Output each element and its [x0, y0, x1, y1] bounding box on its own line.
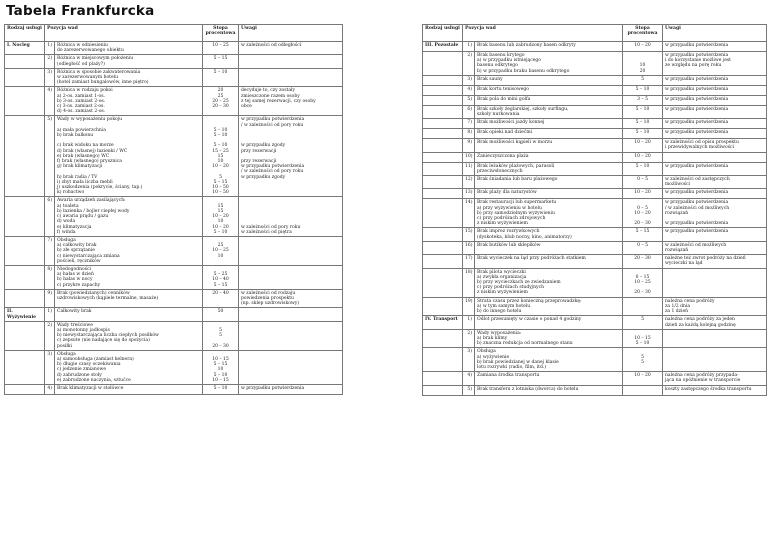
row-notes: w przypadku potwierdzenia	[663, 129, 767, 139]
table-row	[423, 75, 767, 85]
row-category	[423, 75, 463, 85]
row-number: 5)	[463, 95, 475, 105]
row-category	[423, 152, 463, 162]
row-category	[423, 95, 463, 105]
row-item: Różnica w rodzaju pokoi a) 2-os. zamiast 1-os. b) 3-os. zamiast 2-os. c) 3-os. zamiast 2-os. d) 4-os. zamiast 2-os.	[55, 87, 203, 116]
row-item: Brak restauracji lub supermarketu a) przy wyżywieniu w hotelu b) przy samodzielnym wyżywieniu c) przy podróżach zdrojowych z niskim wyżywieniem	[475, 199, 623, 228]
row-number: 4)	[45, 384, 55, 394]
row-number: 1)	[463, 316, 475, 329]
row-number: 8)	[463, 129, 475, 139]
table-row	[423, 52, 767, 76]
row-notes	[663, 152, 767, 162]
row-category	[423, 85, 463, 95]
header-row	[5, 25, 343, 42]
row-item: Brak butików lub sklepików	[475, 241, 623, 254]
row-item: Brak śniadania lub baru plażowego	[475, 176, 623, 189]
row-category	[5, 87, 45, 116]
row-rate: 5 – 10 5 – 10 5 – 10 15 – 25 15 10 10 – 20 5 5 – 15 10 – 50 10 – 50	[203, 116, 239, 197]
table-row	[5, 265, 343, 289]
table-row	[423, 268, 767, 297]
row-number: 3)	[45, 350, 55, 384]
row-item: Brak transferu z lotniska (dworca) do hotelu	[475, 385, 623, 395]
row-category	[5, 55, 45, 68]
row-category	[423, 348, 463, 372]
row-number: 12)	[463, 176, 475, 189]
row-rate: 5 – 15	[203, 55, 239, 68]
left-table	[4, 24, 343, 395]
row-category	[423, 52, 463, 76]
row-rate: 10 – 20	[623, 152, 663, 162]
row-rate: 10 – 20	[623, 42, 663, 52]
row-notes	[663, 268, 767, 297]
row-item: Brak możliwości kąpieli w morzu	[475, 139, 623, 152]
row-category	[423, 119, 463, 129]
row-number: 10)	[463, 152, 475, 162]
table-row	[5, 68, 343, 87]
row-notes: w przypadku potwierdzenia / w zależności od możliwych rozwiązań w przypadku potwierdzenia	[663, 199, 767, 228]
table-row	[423, 152, 767, 162]
row-item: Całkowity brak	[55, 308, 203, 321]
row-rate: 5 5 20 – 30	[203, 321, 239, 350]
row-number: 6)	[45, 197, 55, 236]
table-row	[5, 116, 343, 197]
row-notes	[239, 68, 343, 87]
row-item: Zanieczyszczona plaża	[475, 152, 623, 162]
table-row	[423, 199, 767, 228]
row-notes: w zależności od opisu prospektu i przewidywalnych możliwości	[663, 139, 767, 152]
row-number: 14)	[463, 199, 475, 228]
row-number: 3)	[45, 68, 55, 87]
row-category	[423, 176, 463, 189]
row-number: 1)	[463, 42, 475, 52]
row-item: Obsługa a) całkowity brak b) złe sprzątanie c) niewystarczająca zmiana pościeli, ręczników	[55, 236, 203, 265]
row-category	[423, 385, 463, 395]
table-row	[423, 139, 767, 152]
row-item: Różnica w miejscowym położeniu (odległość od plaży?)	[55, 55, 203, 68]
table-row	[423, 316, 767, 329]
row-number: 4)	[463, 372, 475, 385]
table-row	[5, 55, 343, 68]
row-category	[5, 350, 45, 384]
row-notes	[239, 321, 343, 350]
table-row	[423, 129, 767, 139]
row-category	[423, 129, 463, 139]
row-notes: w przypadku potwierdzenia	[663, 85, 767, 95]
table-row	[5, 236, 343, 265]
row-category	[423, 199, 463, 228]
table-row	[423, 85, 767, 95]
row-notes	[239, 55, 343, 68]
header-pozycja: Pozycja wad	[45, 25, 203, 42]
header-pozycja: Pozycja wad	[463, 25, 623, 42]
row-category	[423, 139, 463, 152]
row-number: 15)	[463, 228, 475, 241]
left-table-body	[5, 42, 343, 395]
header-uwagi: Uwagi	[663, 25, 767, 42]
row-item: Obsługa a) samoobsługa (zamiast kelnera) b) długie czasy oczekiwania c) jedzenie zmianowe d) zabrudzone stoły e) zabrudzone naczynia, sztućce	[55, 350, 203, 384]
row-category	[5, 197, 45, 236]
row-notes: w przypadku potwierdzenia	[239, 384, 343, 394]
row-item: Brak pilota wycieczki a) zwykła organizacja b) przy wycieczkach ze zwiedzaniem c) przy podróżach studyjnych z niskim wyżywieniem	[475, 268, 623, 297]
row-category: IV. Transport	[423, 316, 463, 329]
row-category	[423, 228, 463, 241]
table-row	[5, 321, 343, 350]
row-notes: w przypadku potwierdzenia	[663, 95, 767, 105]
header-stopa: Stopa procentowa	[203, 25, 239, 42]
row-category	[5, 321, 45, 350]
row-rate: 10 – 15 5 – 15 10 5 – 10 10 – 15	[203, 350, 239, 384]
row-item: Strata czasu przez konieczną przeprowadzkę: a) w tym samym hotelu b) do innego hotelu	[475, 297, 623, 316]
row-category: III. Pozostałe	[423, 42, 463, 52]
row-category	[5, 116, 45, 197]
row-category	[423, 372, 463, 385]
row-notes: w przypadku potwierdzenia	[663, 162, 767, 175]
row-notes: w przypadku potwierdzenia	[663, 228, 767, 241]
row-category	[5, 236, 45, 265]
row-number: 2)	[463, 329, 475, 348]
row-rate	[623, 385, 663, 395]
row-rate: 20 25 20 – 25 20 – 30	[203, 87, 239, 116]
row-category	[423, 241, 463, 254]
row-rate: 3 – 5	[623, 95, 663, 105]
row-item: Wady wyposażenia: a) brak klimy b) znaczna redukcja od normalnego stanu	[475, 329, 623, 348]
row-number: 17)	[463, 255, 475, 268]
row-category	[5, 68, 45, 87]
row-rate: 10 – 20	[623, 372, 663, 385]
row-rate: 5 – 10	[623, 162, 663, 175]
row-item: Brak basenu lub zabrudzony basen odkryty	[475, 42, 623, 52]
row-item: Różnica w sposobie zakwaterowania w zarezerwowanym hotelu (hotel zamiast bungalowów, inne piętro)	[55, 68, 203, 87]
table-row	[5, 42, 343, 55]
row-number: 5)	[45, 116, 55, 197]
row-number: 3)	[463, 75, 475, 85]
row-item: Brak leżaków plażowych, parasoli przeciwsłonecznych	[475, 162, 623, 175]
row-number: 5)	[463, 385, 475, 395]
row-number: 4)	[463, 85, 475, 95]
row-number: 6)	[463, 105, 475, 118]
row-notes: w zależności od zastępczych możliwości	[663, 176, 767, 189]
row-rate: 20 – 30	[623, 255, 663, 268]
row-number: 16)	[463, 241, 475, 254]
table-row	[423, 95, 767, 105]
table-row	[423, 105, 767, 118]
table-row	[423, 348, 767, 372]
row-rate: 5 – 10	[203, 384, 239, 394]
row-number: 1)	[45, 308, 55, 321]
table-row	[423, 119, 767, 129]
table-row	[5, 308, 343, 321]
table-row	[5, 87, 343, 116]
row-rate: 5 – 10	[623, 129, 663, 139]
row-notes: należna cena podróży za 1/2 dnia za 1 dzień	[663, 297, 767, 316]
header-stopa: Stopa procentowa	[623, 25, 663, 42]
row-notes: w przypadku potwierdzenia	[663, 75, 767, 85]
table-row	[423, 228, 767, 241]
row-notes: w zależności od możliwych rozwiązań	[663, 241, 767, 254]
row-notes: koszty zastępczego środka transportu	[663, 385, 767, 395]
row-rate: 5	[623, 316, 663, 329]
row-notes	[239, 308, 343, 321]
row-number: 7)	[45, 236, 55, 265]
table-row	[423, 42, 767, 52]
table-row	[423, 176, 767, 189]
row-notes: w zależności od odległości	[239, 42, 343, 55]
row-rate: 10 – 20	[623, 139, 663, 152]
row-rate: 10 – 15 5 – 10	[623, 329, 663, 348]
row-category	[423, 329, 463, 348]
row-number: 1)	[45, 42, 55, 55]
row-notes	[663, 348, 767, 372]
row-item: Brak opieki nad dziećmi	[475, 129, 623, 139]
header-uwagi: Uwagi	[239, 25, 343, 42]
row-rate: 0 – 15 10 – 25 20 – 30	[623, 268, 663, 297]
row-number: 2)	[45, 55, 55, 68]
row-item: Brak klimatyzacji w stołówce	[55, 384, 203, 394]
row-notes	[239, 236, 343, 265]
table-row	[5, 384, 343, 394]
row-item: Obsługa a) wyżywienie b) brak powiedzianej w danej klasie lotu rozrywki (radio, film, itd.)	[475, 348, 623, 372]
row-item: Brak imprez rozrywkowych (dyskoteka, klub nocny, kino, animatorzy)	[475, 228, 623, 241]
row-item: Brak wycieczek na ląd przy podróżach statkiem	[475, 255, 623, 268]
row-rate: 5 – 25 10 – 40 5 – 15	[203, 265, 239, 289]
right-table	[422, 24, 767, 396]
row-notes: w przypadku potwierdzenia	[663, 119, 767, 129]
header-rodzaj: Rodzaj usługi	[5, 25, 45, 42]
page-title: Tabela Frankfurcka	[6, 3, 155, 19]
row-notes: w przypadku potwierdzenia	[663, 189, 767, 199]
row-item: Wady treściowe a) monotonny jadłospis b) niewystarczająca liczba ciepłych posiłków c) zepsute (nie nadające się do spożycia) posiłki	[55, 321, 203, 350]
row-item: Odlot przesunięty w czasie o ponad 4 godziny	[475, 316, 623, 329]
row-item: Zamiana środka transportu	[475, 372, 623, 385]
row-notes: należna cena podróży przypada- jąca na opóźnienie w transporcie	[663, 372, 767, 385]
row-number: 3)	[463, 348, 475, 372]
header-row	[423, 25, 767, 42]
header-rodzaj: Rodzaj usługi	[423, 25, 463, 42]
row-notes	[239, 265, 343, 289]
table-row	[423, 385, 767, 395]
row-rate: 5	[623, 75, 663, 85]
row-item: Różnica w odniesieniu do zarezerwowanego obiektu	[55, 42, 203, 55]
row-rate: 20 – 40	[203, 289, 239, 308]
row-notes	[239, 350, 343, 384]
table-row	[423, 162, 767, 175]
row-notes	[663, 329, 767, 348]
row-number: 13)	[463, 189, 475, 199]
row-number: 2)	[463, 52, 475, 76]
row-item: Brak basenu krytego a) w przypadku istniejącego basenu odkrytego b) w przypadku braku basenu odkrytego	[475, 52, 623, 76]
row-category	[5, 289, 45, 308]
row-rate: 5 – 15	[623, 228, 663, 241]
row-category: II. Wyżywienie	[5, 308, 45, 321]
table-row	[423, 372, 767, 385]
row-item: Brak kortu tenisowego	[475, 85, 623, 95]
row-number: 4)	[45, 87, 55, 116]
row-number: 8)	[45, 265, 55, 289]
row-category	[423, 255, 463, 268]
row-item: Brak szkoły żeglarskiej, szkoły surfingu, szkoły nurkowania	[475, 105, 623, 118]
row-rate: 10 – 20	[623, 189, 663, 199]
row-notes: należne też zwrot podróży na dzień wycieczki na ląd	[663, 255, 767, 268]
table-row	[5, 197, 343, 236]
row-rate: 50	[203, 308, 239, 321]
row-rate: 5 – 10	[623, 119, 663, 129]
row-rate: 5 5	[623, 348, 663, 372]
row-number: 11)	[463, 162, 475, 175]
row-notes: w przypadku potwierdzenia	[663, 105, 767, 118]
row-item: Brak (powiedzianych) cenników uzdrowiskowych (kąpiele termalne, masaże)	[55, 289, 203, 308]
row-number: 9)	[463, 139, 475, 152]
row-rate: 25 10 – 25 10	[203, 236, 239, 265]
row-item: Wady w wyposażeniu pokoju a) mała powierzchnia b) brak balkonu c) brak widoku na morze d) brak (własnej) łazienki / WC e) brak (własnego) WC f) brak (własnego) prysznica g) brak klimatyzacji h) brak radia / TV i) zbyt mała liczba mebli j) uszkodzenia (pokrycie, ściany, tap.) k) robactwo	[55, 116, 203, 197]
table-row	[5, 289, 343, 308]
row-number: 18)	[463, 268, 475, 297]
row-number: 19)	[463, 297, 475, 316]
row-rate: 0 – 5	[623, 176, 663, 189]
row-rate: 0 – 5	[623, 241, 663, 254]
row-category	[423, 189, 463, 199]
row-notes: w przypadku potwierdzenia / w zależności od pory roku w przypadku zgody przy rezerwacji przy rezerwacji w przypadku potwierdzenia / w zależności od pory roku w przypadku zgody	[239, 116, 343, 197]
row-category	[423, 297, 463, 316]
table-row	[423, 189, 767, 199]
row-notes: decyduje to, czy zostały zmieszczone razem osoby z tej samej rezerwacji, czy osoby obce	[239, 87, 343, 116]
row-item: Niedogodności a) hałas w dzień b) hałas w nocy c) przykre zapachy	[55, 265, 203, 289]
row-rate: 10 – 25	[203, 42, 239, 55]
row-rate: 5 – 10	[623, 85, 663, 95]
row-notes: w przypadku potwierdzenia i do korzystanie możliwe jest ze względu na porę roku	[663, 52, 767, 76]
row-item: Brak możliwości jazdy konnej	[475, 119, 623, 129]
row-rate: 5 – 10	[203, 68, 239, 87]
row-notes: należna cena podróży za jeden dzień za każdą kolejną godzinę	[663, 316, 767, 329]
row-item: Brak plaży dla naturystów	[475, 189, 623, 199]
row-number: 2)	[45, 321, 55, 350]
row-category	[5, 265, 45, 289]
row-category	[5, 384, 45, 394]
row-rate	[623, 297, 663, 316]
row-rate: 0 – 5 10 – 20 20 – 30	[623, 199, 663, 228]
row-rate: 15 15 10 – 20 10 10 – 20 5 – 10	[203, 197, 239, 236]
row-category: I. Nocleg	[5, 42, 45, 55]
row-notes: w zależności od pory roku w zależności od piętra	[239, 197, 343, 236]
row-item: Brak pola do mini golfa	[475, 95, 623, 105]
row-item: Awaria urządzeń zasilających: a) toaleta b) łazienka / bojler ciepłej wody c) awaria prądu / gazu d) woda e) klimatyzacja f) winda	[55, 197, 203, 236]
row-notes: w przypadku potwierdzenia	[663, 42, 767, 52]
table-row	[423, 297, 767, 316]
row-item: Brak sauny	[475, 75, 623, 85]
row-category	[423, 268, 463, 297]
row-category	[423, 105, 463, 118]
row-notes: w zależności od rodzaju powiedzenia prospektu (np. sklep uzdrowiskowy)	[239, 289, 343, 308]
table-row	[5, 350, 343, 384]
row-number: 9)	[45, 289, 55, 308]
right-table-body	[423, 42, 767, 396]
table-row	[423, 329, 767, 348]
table-row	[423, 241, 767, 254]
row-rate: 10 20	[623, 52, 663, 76]
row-category	[423, 162, 463, 175]
row-number: 7)	[463, 119, 475, 129]
table-row	[423, 255, 767, 268]
row-rate: 5 – 10	[623, 105, 663, 118]
